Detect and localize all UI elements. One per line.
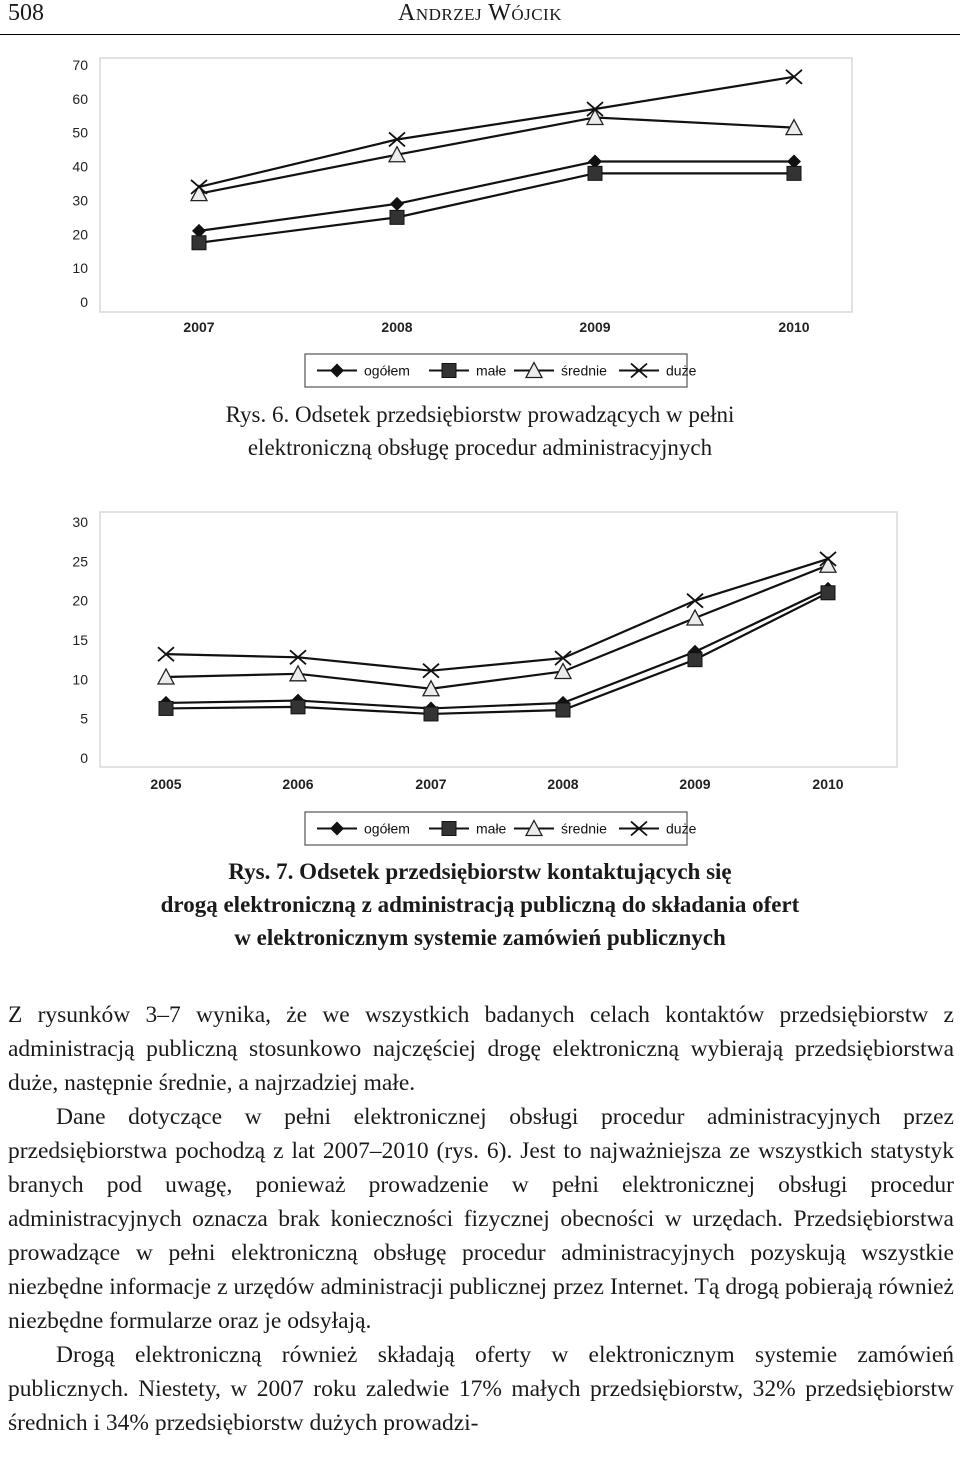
series-line-x bbox=[199, 77, 794, 187]
legend-label: duże bbox=[666, 820, 697, 837]
caption-line: Rys. 7. Odsetek przedsiębiorstw kontaktujących się bbox=[228, 859, 732, 884]
x-tick-label: 2007 bbox=[183, 319, 215, 335]
y-tick-label: 50 bbox=[72, 124, 88, 141]
data-point-triangle bbox=[555, 663, 571, 678]
x-tick-label: 2010 bbox=[812, 776, 844, 792]
series-line-triangle bbox=[166, 565, 828, 689]
y-tick-label: 5 bbox=[80, 710, 88, 727]
y-tick-label: 60 bbox=[72, 90, 88, 107]
x-tick-label: 2007 bbox=[415, 776, 447, 792]
caption-line: drogą elektroniczną z administracją publiczną do składania ofert bbox=[160, 892, 800, 917]
legend-marker-square bbox=[442, 364, 456, 378]
chart-legend bbox=[305, 812, 697, 845]
chart-legend bbox=[305, 354, 697, 387]
figure-caption-6 bbox=[0, 398, 960, 464]
data-point-square bbox=[787, 166, 801, 180]
paragraph: Drogą elektroniczną również składają oferty w elektronicznym systemie zamówień publicznych. Niestety, w 2007 roku zaledwie 17% małych przedsiębiorstw, 32% przedsiębiorstw średnich i 34% przedsiębiorstw dużych prowadzi- bbox=[8, 1342, 954, 1436]
legend-label: średnie bbox=[561, 820, 607, 837]
figure-caption-7 bbox=[0, 855, 960, 954]
data-point-square bbox=[159, 701, 173, 715]
legend-label: małe bbox=[476, 820, 507, 837]
legend-label: małe bbox=[476, 362, 507, 379]
y-tick-label: 70 bbox=[72, 57, 88, 73]
plot-frame bbox=[100, 512, 897, 767]
caption-line: elektroniczną obsługę procedur administracyjnych bbox=[247, 435, 713, 460]
series-line-square bbox=[166, 593, 828, 714]
y-tick-label: 0 bbox=[80, 750, 88, 766]
y-tick-label: 15 bbox=[72, 632, 88, 648]
data-point-square bbox=[588, 166, 602, 180]
y-tick-label: 20 bbox=[72, 226, 88, 243]
data-point-square bbox=[291, 700, 305, 714]
y-tick-label: 30 bbox=[72, 192, 88, 209]
y-tick-label: 10 bbox=[72, 671, 88, 688]
paragraph: Dane dotyczące w pełni elektronicznej obsługi procedur administracyjnych przez przedsiębiorstwa pochodzą z lat 2007–2010 (rys. 6). Jest to najważniejsza ze wszystkich statystyk branych pod uwagę, ponieważ prowadzenie w pełni elektronicznej obsługi procedur administracyjnych oznacza brak konieczności fizycznej obecności w urzędach. Przedsiębiorstwa prowadzące w pełni elektroniczną obsługę procedur administracyjnych pozyskują wszystkie niezbędne informacje z urzędów administracji publicznej przez Internet. Tą drogą pobierają również niezbędne formularze oraz je odsyłają. bbox=[8, 1104, 954, 1334]
chart-fig6 bbox=[0, 40, 960, 440]
running-head: Andrzej Wójcik bbox=[398, 0, 562, 26]
data-point-triangle bbox=[687, 610, 703, 625]
caption-line: w elektronicznym systemie zamówień publicznych bbox=[234, 925, 726, 950]
data-point-square bbox=[390, 210, 404, 224]
paragraph: Z rysunków 3–7 wynika, że we wszystkich badanych celach kontaktów przedsiębiorstw z administracją publiczną stosunkowo najczęściej drogę elektroniczną wybierają przedsiębiorstwa duże, następnie średnie, a najrzadziej małe. bbox=[8, 1002, 954, 1096]
series-line-square bbox=[199, 173, 794, 242]
x-tick-label: 2010 bbox=[778, 319, 810, 335]
y-tick-label: 30 bbox=[72, 514, 88, 530]
caption-line: Rys. 6. Odsetek przedsiębiorstw prowadzących w pełni bbox=[225, 402, 735, 427]
body-text bbox=[8, 998, 954, 1440]
legend-label: ogółem bbox=[364, 362, 410, 379]
x-tick-label: 2008 bbox=[381, 319, 413, 335]
data-point-square bbox=[556, 703, 570, 717]
x-tick-label: 2009 bbox=[579, 319, 611, 335]
legend-marker-square bbox=[442, 822, 456, 836]
y-tick-label: 20 bbox=[72, 592, 88, 609]
y-tick-label: 40 bbox=[72, 158, 88, 175]
data-point-square bbox=[192, 236, 206, 250]
page-number: 508 bbox=[8, 0, 44, 26]
data-point-x bbox=[687, 594, 703, 608]
data-point-diamond bbox=[390, 197, 404, 211]
data-point-square bbox=[688, 653, 702, 667]
y-tick-label: 0 bbox=[80, 294, 88, 310]
plot-frame bbox=[100, 58, 852, 312]
x-tick-label: 2006 bbox=[282, 776, 314, 792]
legend-label: duże bbox=[666, 362, 697, 379]
chart-fig7 bbox=[0, 500, 960, 860]
legend-label: ogółem bbox=[364, 820, 410, 837]
y-tick-label: 10 bbox=[72, 260, 88, 277]
x-tick-label: 2009 bbox=[679, 776, 711, 792]
data-point-square bbox=[821, 586, 835, 600]
legend-label: średnie bbox=[561, 362, 607, 379]
series-line-x bbox=[166, 559, 828, 671]
page-header bbox=[0, 0, 960, 35]
x-tick-label: 2008 bbox=[547, 776, 579, 792]
data-point-square bbox=[424, 707, 438, 721]
y-tick-label: 25 bbox=[72, 553, 88, 570]
series-line-diamond bbox=[166, 589, 828, 709]
x-tick-label: 2005 bbox=[150, 776, 182, 792]
